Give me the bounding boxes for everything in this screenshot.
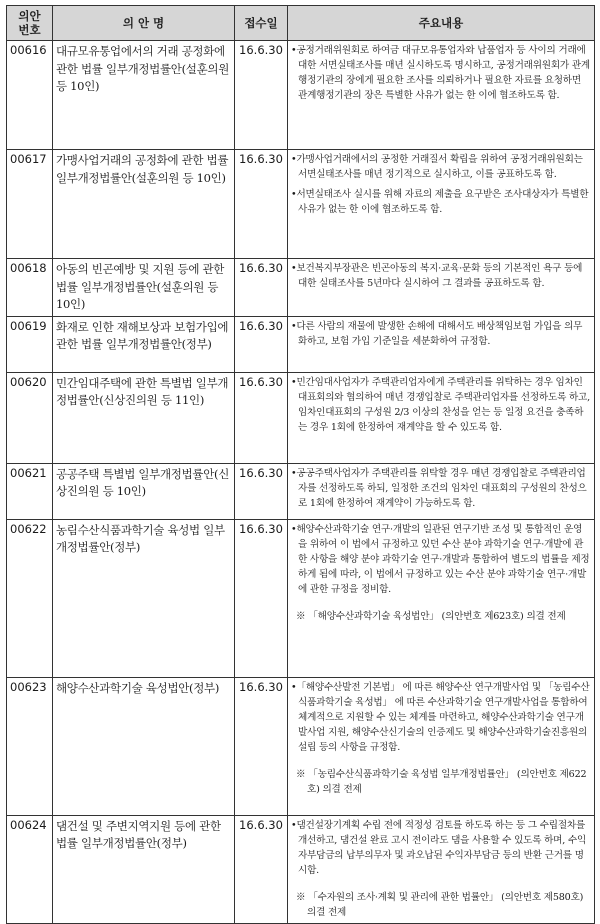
bill-name: 대규모유통업에서의 거래 공정화에 관한 법률 일부개정법률안(설훈의원 등 10인) <box>53 41 235 150</box>
bill-summary <box>288 677 595 815</box>
bill-name: 댐건설 및 주변지역지원 등에 관한 법률 일부개정법률안(정부) <box>53 815 235 923</box>
bill-name: 공공주택 특별법 일부개정법률안(신상진의원 등 10인) <box>53 463 235 519</box>
bill-name: 화재로 인한 재해보상과 보험가입에 관한 법률 일부개정법률안(정부) <box>53 316 235 372</box>
received-date: 16.6.30 <box>235 372 288 463</box>
bill-summary <box>288 372 595 463</box>
table-row <box>7 150 595 259</box>
summary-paragraph: •서면실태조사 실시를 위해 자료의 제출을 요구받은 조사대상자가 특별한 사유가 없는 한 이에 협조하도록 함. <box>291 189 589 215</box>
table-row <box>7 815 595 923</box>
bill-number: 00623 <box>7 677 53 815</box>
bill-number: 00616 <box>7 41 53 150</box>
bill-summary <box>288 150 595 259</box>
bill-number: 00619 <box>7 316 53 372</box>
header-received-date: 접수일 <box>235 6 288 41</box>
summary-paragraph: •다른 사람의 재물에 발생한 손해에 대해서도 배상책임보험 가입을 의무화하고, 보험 가입 기준일을 세분화하여 규정함. <box>291 320 583 347</box>
bill-number: 00618 <box>7 259 53 317</box>
bill-number: 00622 <box>7 519 53 677</box>
bill-table <box>6 5 595 924</box>
header-bill-number <box>7 6 53 41</box>
summary-paragraph: •댐건설장기계획 수립 전에 적정성 검토를 하도록 하는 등 그 수립절차를 개선하고, 댐건설 완료 고시 전이라도 댐을 사용할 수 있도록 하며, 수익자부담금의 납부의무자 및 과오납된 수익자부담금 등의 반환 근거를 명시함. <box>291 819 587 876</box>
header-bill-number-line2: 번호 <box>18 23 41 37</box>
received-date: 16.6.30 <box>235 150 288 259</box>
bill-name: 농림수산식품과학기술 육성법 일부개정법률안(정부) <box>53 519 235 677</box>
table-row <box>7 41 595 150</box>
table-row <box>7 677 595 815</box>
table-row <box>7 463 595 519</box>
received-date: 16.6.30 <box>235 519 288 677</box>
summary-note: ※ 「해양수산과학기술 육성법안」 (의안번호 제623호) 의결 전제 <box>296 610 566 622</box>
header-bill-number-line1: 의안 <box>18 9 41 23</box>
bill-summary <box>288 815 595 923</box>
received-date: 16.6.30 <box>235 41 288 150</box>
summary-note: ※ 「수자원의 조사·계획 및 관리에 관한 법률안」 (의안번호 제580호) 의결 전제 <box>296 891 584 918</box>
summary-paragraph: •「해양수산발전 기본법」 에 따른 해양수산 연구개발사업 및 「농림수산식품과학기술 육성법」 에 따른 수산과학기술 연구개발사업을 통합하여 체계적으로 지원할 수 있는 체계를 마련하고, 해양수산과학기술 연구개발사업 지원, 해양수산신기술의 인증제도 및 해양수산과학기술진흥원의 설립 등의 사항을 규정함. <box>291 681 590 753</box>
table-row <box>7 519 595 677</box>
table-header-row <box>7 6 595 41</box>
bill-number: 00620 <box>7 372 53 463</box>
received-date: 16.6.30 <box>235 677 288 815</box>
header-bill-name: 의 안 명 <box>53 6 235 41</box>
table-row <box>7 259 595 317</box>
bill-summary <box>288 519 595 677</box>
summary-paragraph: •공정거래위원회로 하여금 대규모유통업자와 납품업자 등 사이의 거래에 대한 서면실태조사를 매년 실시하도록 명시하고, 공정거래위원회가 관계 행정기관의 장에게 필요한 조사를 의뢰하거나 필요한 자료를 요청하면 관계행정기관의 장은 특별한 사유가 없는 한 이에 협조하도록 함. <box>291 45 590 101</box>
bill-summary <box>288 259 595 317</box>
bill-summary <box>288 316 595 372</box>
bill-name: 아동의 빈곤예방 및 지원 등에 관한 법률 일부개정법률안(설훈의원 등 10인) <box>53 259 235 317</box>
table-row <box>7 372 595 463</box>
summary-paragraph: •가맹사업거래에서의 공정한 거래질서 확립을 위하여 공정거래위원회는 서면실태조사를 매년 정기적으로 실시하고, 이를 공표하도록 함. <box>291 154 583 180</box>
received-date: 16.6.30 <box>235 316 288 372</box>
summary-note: ※ 「농림수산식품과학기술 육성법 일부개정법률안」 (의안번호 제622호) 의결 전제 <box>296 768 587 795</box>
summary-paragraph: •보건복지부장관은 빈곤아동의 복지·교육·문화 등의 기본적인 욕구 등에 대한 실태조사를 5년마다 실시하여 그 결과를 공표하도록 함. <box>291 263 583 289</box>
bill-summary <box>288 463 595 519</box>
summary-paragraph: •민간임대사업자가 주택관리업자에게 주택관리를 위탁하는 경우 임차인대표회의와 협의하여 매년 경쟁입찰로 주택관리업자를 선정하도록 하고, 임차인대표회의 구성원 2/3 이상의 찬성을 얻는 등 일정 요건을 충족하는 경우 1회에 한정하여 재계약을 할 수 있도록 함. <box>291 376 590 433</box>
bill-name: 민간임대주택에 관한 특별법 일부개정법률안(신상진의원 등 11인) <box>53 372 235 463</box>
bill-name: 가맹사업거래의 공정화에 관한 법률 일부개정법률안(설훈의원 등 10인) <box>53 150 235 259</box>
bill-number: 00617 <box>7 150 53 259</box>
received-date: 16.6.30 <box>235 463 288 519</box>
bill-name: 해양수산과학기술 육성법안(정부) <box>53 677 235 815</box>
summary-paragraph: •해양수산과학기술 연구·개발의 일관된 연구기반 조성 및 통합적인 운영을 위하여 이 법에서 규정하고 있던 수산 분야 과학기술 연구·개발에 관한 사항을 해양 분야 과학기술 연구·개발과 통합하여 별도의 법률을 제정하게 됨에 따라, 이 법에서 규정하고 있는 수산 분야 과학기술 연구·개발에 관한 규정을 정비함. <box>291 523 590 595</box>
received-date: 16.6.30 <box>235 259 288 317</box>
received-date: 16.6.30 <box>235 815 288 923</box>
table-row <box>7 316 595 372</box>
bill-number: 00621 <box>7 463 53 519</box>
header-summary: 주요내용 <box>288 6 595 41</box>
summary-paragraph: •공공주택사업자가 주택관리를 위탁할 경우 매년 경쟁입찰로 주택관리업자를 선정하도록 하되, 일정한 조건의 임차인 대표회의 구성원의 찬성으로 1회에 한정하여 재계약이 가능하도록 함. <box>291 467 587 509</box>
bill-summary <box>288 41 595 150</box>
bill-number: 00624 <box>7 815 53 923</box>
